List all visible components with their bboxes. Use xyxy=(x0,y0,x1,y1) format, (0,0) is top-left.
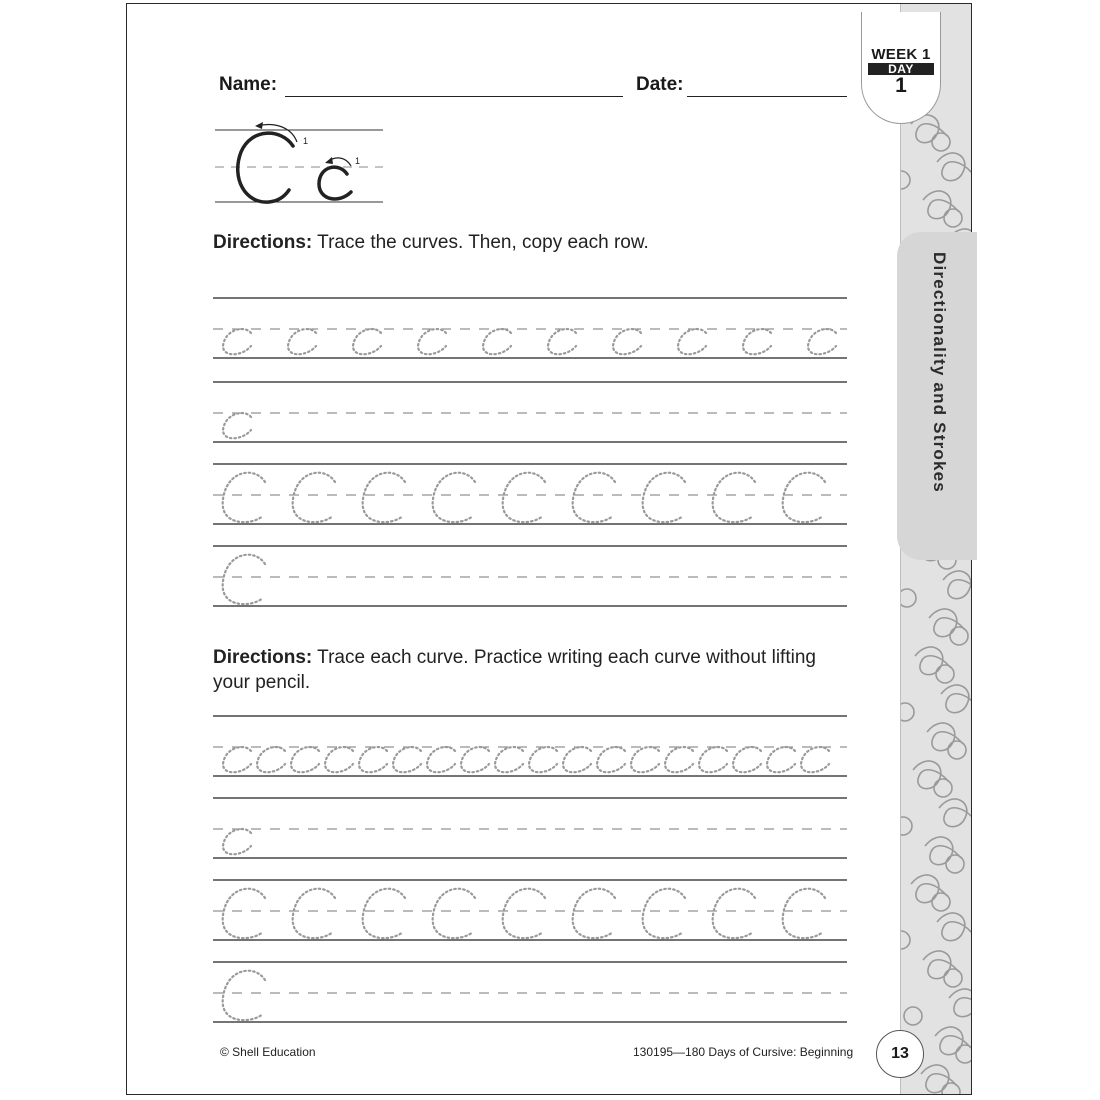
traced-curve xyxy=(713,473,755,522)
swirl-icon xyxy=(913,761,949,789)
swirl-icon xyxy=(941,685,971,713)
traced-curve xyxy=(223,555,265,604)
name-label: Name: xyxy=(219,74,278,95)
traced-curve xyxy=(223,829,251,854)
traced-curve xyxy=(783,473,825,522)
worksheet-page xyxy=(126,3,972,1095)
practice-row[interactable] xyxy=(213,464,847,524)
swirl-loop-icon xyxy=(950,627,968,645)
traced-curve xyxy=(495,747,523,772)
traced-curve xyxy=(613,329,641,354)
traced-curve xyxy=(643,473,685,522)
swirl-loop-icon xyxy=(948,741,966,759)
swirl-loop-icon xyxy=(932,893,950,911)
swirl-icon xyxy=(949,989,971,1017)
traced-curve xyxy=(223,329,251,354)
traced-curve xyxy=(573,889,615,938)
traced-curve xyxy=(808,329,836,354)
directions-2-bold: Directions: xyxy=(213,647,313,668)
date-label: Date: xyxy=(636,74,684,95)
practice-row[interactable] xyxy=(213,298,847,358)
traced-curve xyxy=(418,329,446,354)
swirl-icon xyxy=(925,837,961,865)
traced-curve xyxy=(483,329,511,354)
traced-curve xyxy=(733,747,761,772)
swirl-icon xyxy=(911,875,947,903)
traced-curve xyxy=(563,747,591,772)
swirl-loop-icon xyxy=(901,931,910,949)
practice-row[interactable] xyxy=(213,798,847,858)
directions-1-bold: Directions: xyxy=(213,232,313,253)
traced-curve xyxy=(597,747,625,772)
swirl-loop-icon xyxy=(944,209,962,227)
traced-curve xyxy=(363,473,405,522)
traced-curve xyxy=(503,889,545,938)
traced-curve xyxy=(433,473,475,522)
swirl-loop-icon xyxy=(956,1045,971,1063)
practice-row[interactable] xyxy=(213,382,847,442)
traced-curve xyxy=(643,889,685,938)
swirl-icon xyxy=(929,609,965,637)
stroke-number-upper: 1 xyxy=(303,136,309,146)
practice-row[interactable] xyxy=(213,546,847,606)
traced-curve xyxy=(293,889,335,938)
week-label: WEEK 1 xyxy=(871,46,931,63)
traced-curve xyxy=(393,747,421,772)
traced-curve xyxy=(801,747,829,772)
traced-curve xyxy=(631,747,659,772)
swirl-loop-icon xyxy=(944,969,962,987)
traced-curve xyxy=(665,747,693,772)
traced-curve xyxy=(678,329,706,354)
book-title: 130195—180 Days of Cursive: Beginning xyxy=(633,1045,854,1059)
traced-curve xyxy=(783,889,825,938)
swirl-loop-icon xyxy=(936,665,954,683)
swirl-loop-icon xyxy=(901,589,916,607)
traced-curve xyxy=(293,473,335,522)
practice-area[interactable] xyxy=(127,4,897,1094)
traced-curve xyxy=(291,747,319,772)
traced-curve xyxy=(433,889,475,938)
traced-curve xyxy=(767,747,795,772)
swirl-loop-icon xyxy=(901,817,912,835)
traced-curve xyxy=(529,747,557,772)
traced-curve xyxy=(461,747,489,772)
swirl-icon xyxy=(915,647,951,675)
traced-curve xyxy=(257,747,285,772)
traced-curve xyxy=(325,747,353,772)
traced-curve xyxy=(427,747,455,772)
traced-curve xyxy=(573,473,615,522)
swirl-icon xyxy=(943,571,971,599)
directions-1-text: Trace the curves. Then, copy each row. xyxy=(312,232,649,253)
traced-curve xyxy=(503,473,545,522)
page-number: 13 xyxy=(876,1030,924,1078)
traced-curve xyxy=(223,971,265,1020)
traced-curve xyxy=(743,329,771,354)
swirl-icon xyxy=(927,723,963,751)
swirl-loop-icon xyxy=(901,171,910,189)
day-number: 1 xyxy=(895,74,907,97)
traced-curve xyxy=(288,329,316,354)
stroke-number-lower: 1 xyxy=(355,156,361,166)
swirl-icon xyxy=(921,1065,957,1093)
swirl-icon xyxy=(937,913,971,941)
practice-row[interactable] xyxy=(213,962,847,1022)
traced-curve xyxy=(223,473,265,522)
traced-curve xyxy=(223,413,251,438)
traced-curve xyxy=(353,329,381,354)
traced-curve xyxy=(548,329,576,354)
practice-row[interactable] xyxy=(213,880,847,940)
swirl-loop-icon xyxy=(934,779,952,797)
traced-curve xyxy=(713,889,755,938)
swirl-loop-icon xyxy=(904,1007,922,1025)
practice-row[interactable] xyxy=(213,716,847,776)
copyright-text: © Shell Education xyxy=(220,1045,316,1059)
swirl-loop-icon xyxy=(901,703,914,721)
swirl-loop-icon xyxy=(932,133,950,151)
swirl-loop-icon xyxy=(946,855,964,873)
swirl-icon xyxy=(923,191,959,219)
swirl-icon xyxy=(923,951,959,979)
day-label: DAY xyxy=(868,63,934,75)
traced-curve xyxy=(359,747,387,772)
swirl-icon xyxy=(937,153,971,181)
directions-2-text: Trace each curve. Practice writing each curve without lifting your pencil. xyxy=(213,647,816,693)
traced-curve xyxy=(223,889,265,938)
section-title: Directionality and Strokes xyxy=(930,252,949,493)
traced-curve xyxy=(223,747,251,772)
swirl-icon xyxy=(935,1027,971,1055)
traced-curve xyxy=(363,889,405,938)
swirl-icon xyxy=(939,799,971,827)
traced-curve xyxy=(699,747,727,772)
